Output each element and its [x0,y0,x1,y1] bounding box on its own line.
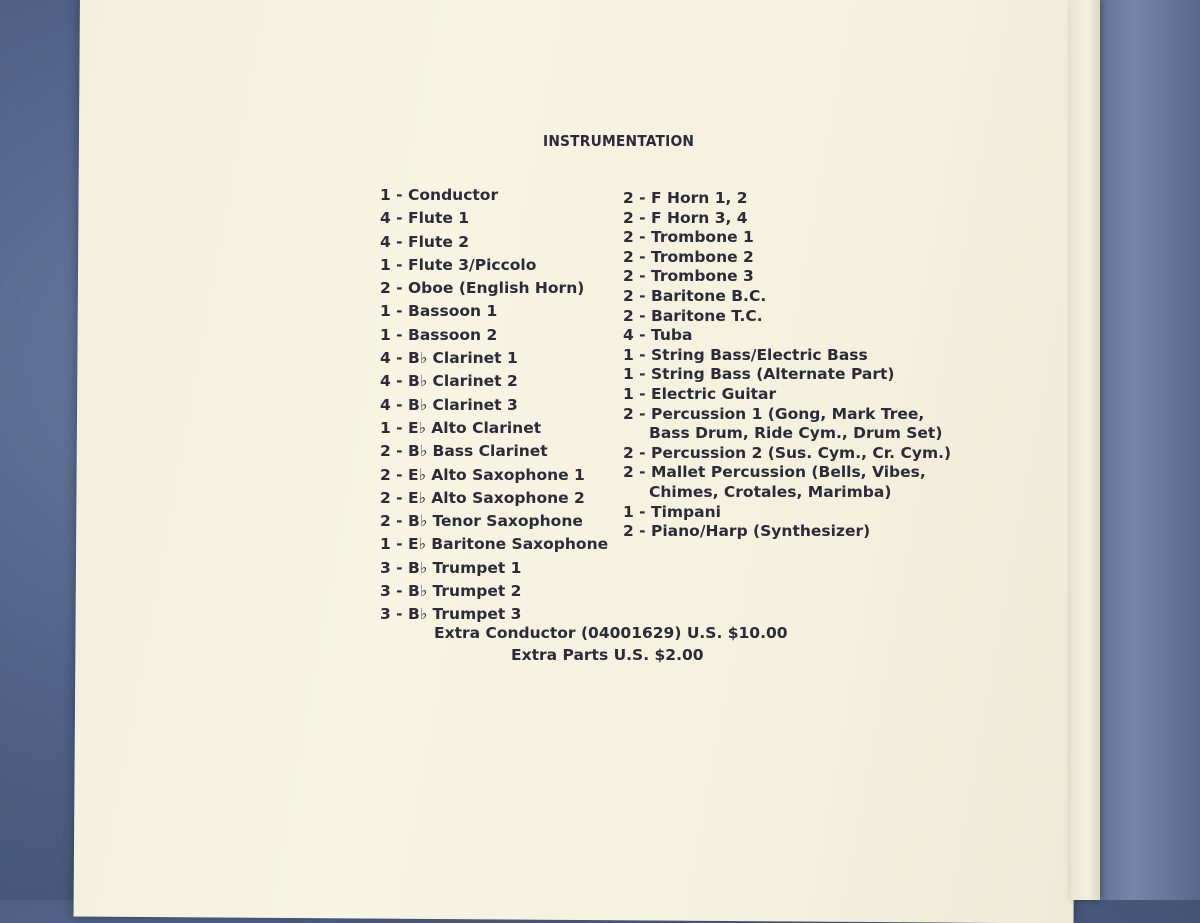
list-item: 2 - Baritone T.C. [623,306,763,325]
right-instrument-list [623,189,951,542]
list-item: 2 - Trombone 1 [623,228,754,247]
list-item: 4 - B♭ Clarinet 2 [380,372,518,391]
extra-parts-price: Extra Parts U.S. $2.00 [511,646,704,664]
list-item: 1 - String Bass (Alternate Part) [623,365,895,384]
list-item: 2 - Percussion 2 (Sus. Cym., Cr. Cym.) [623,443,952,462]
list-item: 1 - Electric Guitar [623,384,777,403]
list-item: 2 - Piano/Harp (Synthesizer) [623,522,871,541]
list-item: 2 - B♭ Tenor Saxophone [380,512,583,531]
list-item: 2 - Baritone B.C. [623,286,767,305]
list-item: 3 - B♭ Trumpet 2 [380,582,522,601]
list-item: 4 - B♭ Clarinet 1 [380,349,518,368]
list-item: 4 - B♭ Clarinet 3 [380,395,518,414]
list-item: 1 - E♭ Baritone Saxophone [380,535,609,554]
list-item: 2 - F Horn 1, 2 [623,189,748,207]
list-item: 1 - Timpani [623,502,721,521]
list-item: 2 - Percussion 1 (Gong, Mark Tree, [623,404,925,423]
list-item: 1 - Bassoon 1 [380,302,498,321]
list-item: 2 - Trombone 2 [623,247,754,266]
extra-conductor-price: Extra Conductor (04001629) U.S. $10.00 [434,624,788,642]
list-item: 2 - Trombone 3 [623,267,754,286]
list-item: 1 - Conductor [380,186,499,204]
list-item: 1 - String Bass/Electric Bass [623,345,868,364]
list-item: 2 - B♭ Bass Clarinet [380,442,548,461]
document-title: INSTRUMENTATION [543,132,695,150]
list-item: 1 - Flute 3/Piccolo [380,255,537,274]
list-item-continuation: Chimes, Crotales, Marimba) [649,482,892,501]
list-item: 4 - Tuba [623,326,693,345]
list-item: 4 - Flute 2 [380,232,470,251]
list-item: 2 - Oboe (English Horn) [380,279,585,298]
list-item: 2 - E♭ Alto Saxophone 2 [380,488,585,507]
list-item-continuation: Bass Drum, Ride Cym., Drum Set) [649,424,943,443]
list-item: 2 - Mallet Percussion (Bells, Vibes, [623,463,926,482]
list-item: 1 - Bassoon 2 [380,325,498,344]
list-item: 2 - F Horn 3, 4 [623,208,748,227]
list-item: 3 - B♭ Trumpet 3 [380,605,522,624]
list-item: 2 - E♭ Alto Saxophone 1 [380,465,585,484]
list-item: 1 - E♭ Alto Clarinet [380,418,542,437]
left-instrument-list [380,184,608,627]
list-item: 4 - Flute 1 [380,209,470,228]
list-item: 3 - B♭ Trumpet 1 [380,558,522,577]
